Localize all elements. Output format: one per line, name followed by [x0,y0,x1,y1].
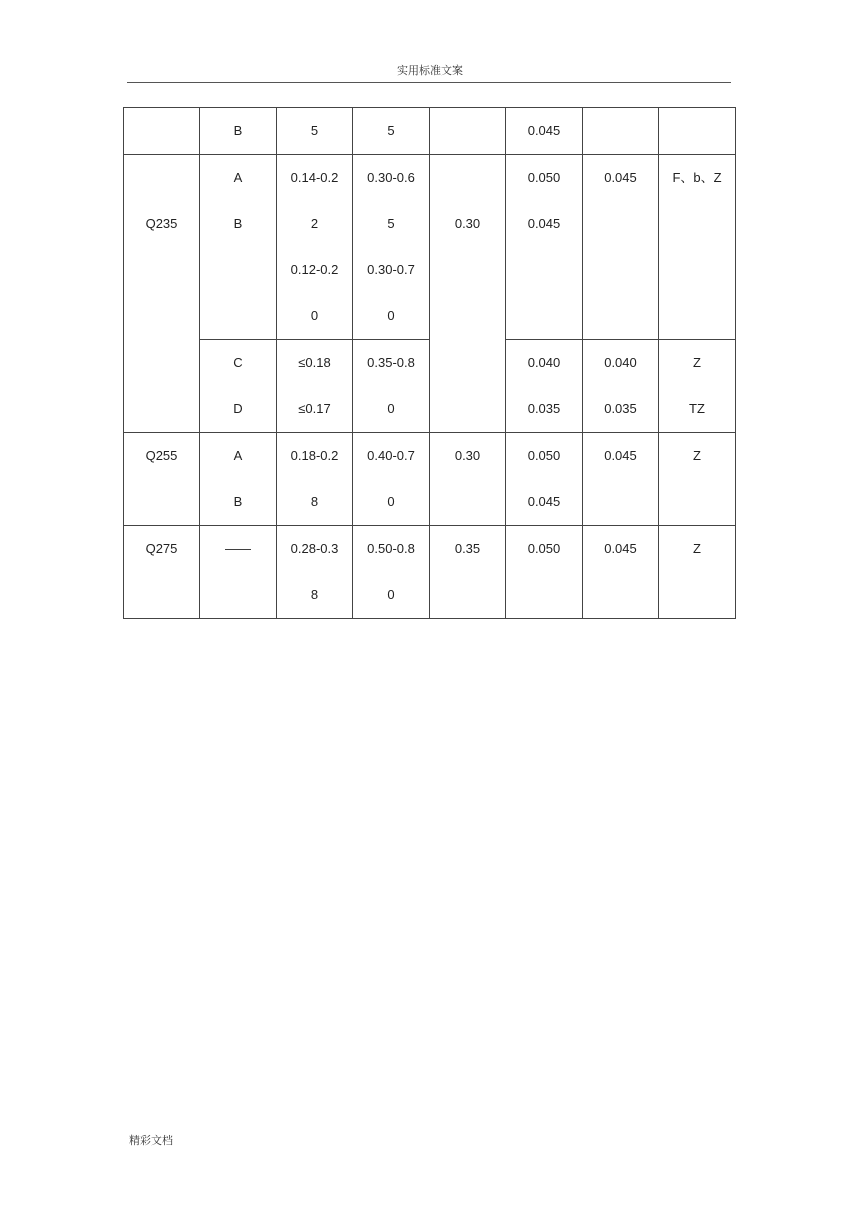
manganese-cell: 0.50-0.8 0 [353,526,430,619]
deoxidation-cell [659,108,736,155]
phosphorus-cell: 0.045 [583,526,659,619]
silicon-cell: 0.30 [430,433,506,526]
table-row [124,526,736,619]
phosphorus-cell: 0.045 [583,155,659,340]
sulfur-cell: 0.045 [506,108,583,155]
sulfur-cell: 0.050 [506,526,583,619]
class-cell: C D [200,340,277,433]
header-rule [127,82,731,83]
page-header: 实用标准文案 [397,64,463,77]
deoxidation-cell: Z TZ [659,340,736,433]
carbon-cell: 5 [277,108,353,155]
carbon-cell: 0.28-0.3 8 [277,526,353,619]
carbon-cell: 0.18-0.2 8 [277,433,353,526]
class-cell: A B [200,433,277,526]
silicon-cell [430,108,506,155]
manganese-cell: 0.40-0.7 0 [353,433,430,526]
deoxidation-cell: Z [659,526,736,619]
table-row [124,433,736,526]
phosphorus-cell [583,108,659,155]
grade-cell: Q235 [124,155,200,433]
class-cell: —— [200,526,277,619]
phosphorus-cell: 0.045 [583,433,659,526]
deoxidation-cell: F、b、Z [659,155,736,340]
deoxidation-cell: Z [659,433,736,526]
silicon-cell: 0.30 [430,155,506,433]
phosphorus-cell: 0.040 0.035 [583,340,659,433]
table-row [124,108,736,155]
manganese-cell: 5 [353,108,430,155]
page-footer: 精彩文档 [129,1134,173,1147]
carbon-cell: 0.14-0.2 2 0.12-0.2 0 [277,155,353,340]
manganese-cell: 0.35-0.8 0 [353,340,430,433]
sulfur-cell: 0.050 0.045 [506,433,583,526]
carbon-cell: ≤0.18 ≤0.17 [277,340,353,433]
steel-grade-table [123,107,736,619]
grade-cell: Q255 [124,433,200,526]
sulfur-cell: 0.040 0.035 [506,340,583,433]
grade-cell [124,108,200,155]
silicon-cell: 0.35 [430,526,506,619]
sulfur-cell: 0.050 0.045 [506,155,583,340]
manganese-cell: 0.30-0.6 5 0.30-0.7 0 [353,155,430,340]
class-cell: A B [200,155,277,340]
grade-cell: Q275 [124,526,200,619]
table-row [124,155,736,340]
class-cell: B [200,108,277,155]
